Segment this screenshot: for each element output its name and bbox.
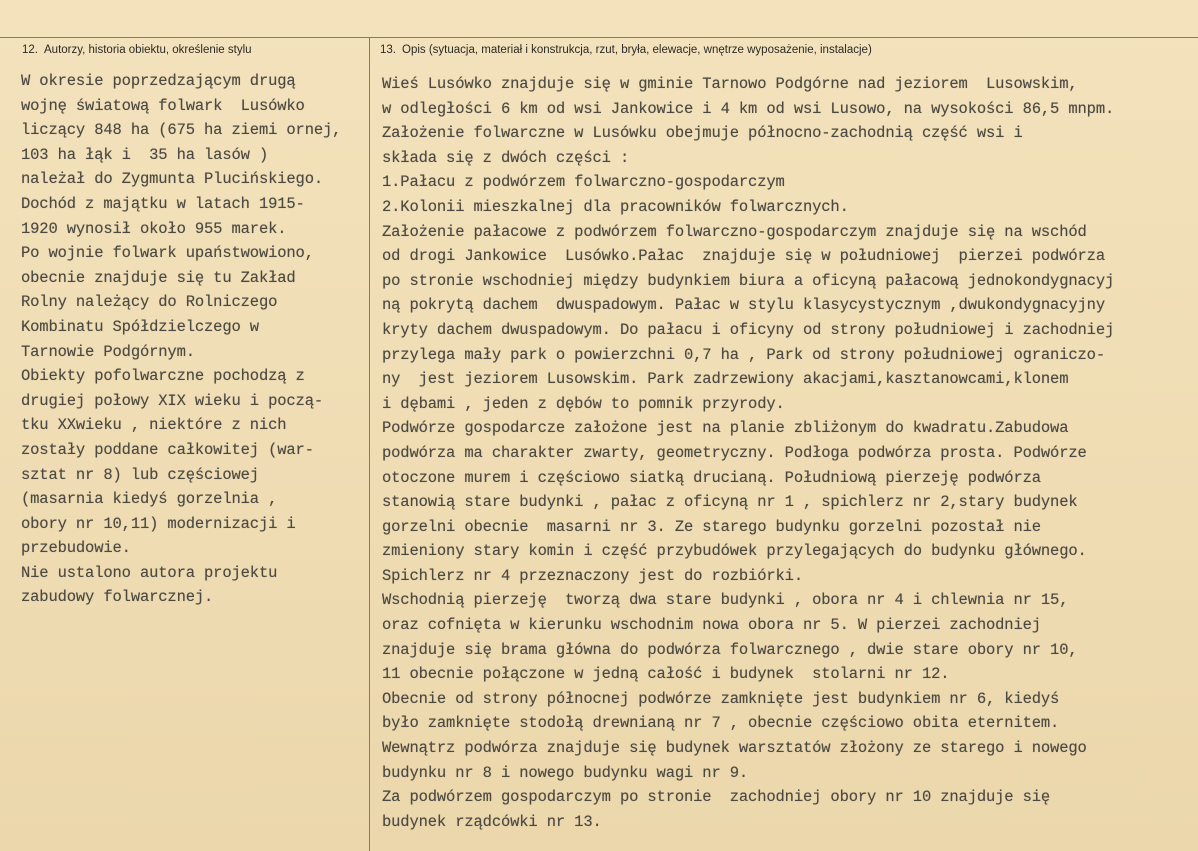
text-line: oraz cofnięta w kierunku wschodnim nowa obora nr 5. W pierzei zachodniej	[382, 616, 1041, 635]
history-text-block	[21, 69, 366, 610]
text-line: obecnie znajduje się tu Zakład	[21, 268, 296, 287]
text-line: zmieniony stary komin i część przybudówek przylegających do budynku głównego.	[382, 542, 1087, 561]
text-line: Założenie pałacowe z podwórzem folwarczno-gospodarczym znajduje się na wschód	[382, 222, 1087, 241]
text-line: po stronie wschodniej między budynkiem biura a oficyną pałacową jednokondygnacyj	[382, 271, 1115, 290]
text-line: otoczone murem i częściowo siatką drucianą. Południową pierzeję podwórza	[382, 468, 1041, 487]
text-line: Rolny należący do Rolniczego	[21, 293, 278, 312]
text-line: Spichlerz nr 4 przeznaczony jest do rozbiórki.	[382, 566, 803, 585]
text-line: W okresie poprzedzającym drugą	[21, 72, 296, 90]
left-header-number: 12.	[22, 44, 38, 56]
text-line: w odległości 6 km od wsi Jankowice i 4 km od wsi Lusowo, na wysokości 86,5 mnpm.	[382, 99, 1115, 118]
left-header-title: Autorzy, historia obiektu, określenie stylu	[44, 44, 252, 56]
right-column-header	[380, 44, 872, 56]
text-line: i dębami , jeden z dębów to pomnik przyrody.	[382, 394, 785, 413]
text-line: 1.Pałacu z podwórzem folwarczno-gospodarczym	[382, 173, 785, 192]
text-line: Podwórze gospodarcze założone jest na planie zbliżonym do kwadratu.Zabudowa	[382, 419, 1069, 438]
text-line: składa się z dwóch części :	[382, 148, 630, 167]
text-line: Obiekty pofolwarczne pochodzą z	[21, 367, 305, 386]
text-line: Tarnowie Podgórnym.	[21, 342, 195, 361]
top-rule	[0, 37, 1198, 38]
text-line: ny jest jeziorem Lusowskim. Park zadrzewiony akacjami,kasztanowcami,klonem	[382, 370, 1069, 389]
text-line: gorzelni obecnie masarni nr 3. Ze starego budynku gorzelni pozostał nie	[382, 517, 1041, 536]
right-header-title: Opis (sytuacja, materiał i konstrukcja, rzut, bryła, elewacje, wnętrze wyposażenie, instalacje)	[402, 44, 872, 56]
text-line: Po wojnie folwark upaństwowiono,	[21, 244, 314, 263]
text-line: 103 ha łąk i 35 ha lasów )	[21, 145, 269, 164]
text-line: 11 obecnie połączone w jedną całość i budynek stolarni nr 12.	[382, 665, 950, 684]
right-header-number: 13.	[380, 44, 396, 56]
text-line: 2.Kolonii mieszkalnej dla pracowników folwarcznych.	[382, 197, 849, 216]
text-line: budynek rządcówki nr 13.	[382, 812, 602, 831]
text-line: przylega mały park o powierzchni 0,7 ha , Park od strony południowej ograniczo-	[382, 345, 1105, 364]
text-line: było zamknięte stodołą drewnianą nr 7 , obecnie częściowo obita eternitem.	[382, 714, 1060, 733]
text-line: wojnę światową folwark Lusówko	[21, 96, 305, 115]
description-text-block	[382, 72, 1198, 834]
text-line: zostały poddane całkowitej (war-	[21, 440, 314, 459]
text-line: Za podwórzem gospodarczym po stronie zachodniej obory nr 10 znajduje się	[382, 788, 1051, 807]
text-line: Obecnie od strony północnej podwórze zamknięte jest budynkiem nr 6, kiedyś	[382, 689, 1060, 708]
text-line: liczący 848 ha (675 ha ziemi ornej,	[21, 121, 342, 140]
text-line: przebudowie.	[21, 539, 131, 558]
text-line: Założenie folwarczne w Lusówku obejmuje północno-zachodnią część wsi i	[382, 124, 1023, 143]
text-line: Wieś Lusówko znajduje się w gminie Tarnowo Podgórne nad jeziorem Lusowskim,	[382, 75, 1078, 93]
text-line: od drogi Jankowice Lusówko.Pałac znajduje się w południowej pierzei podwórza	[382, 247, 1105, 266]
text-line: drugiej połowy XIX wieku i począ-	[21, 391, 324, 410]
text-line: Nie ustalono autora projektu	[21, 563, 278, 582]
column-divider	[369, 37, 370, 851]
text-line: kryty dachem dwuspadowym. Do pałacu i oficyny od strony południowej i zachodniej	[382, 320, 1115, 339]
text-line: zabudowy folwarcznej.	[21, 588, 214, 607]
text-line: stanowią stare budynki , pałac z oficyną nr 1 , spichlerz nr 2,stary budynek	[382, 493, 1078, 512]
text-line: 1920 wynosił około 955 marek.	[21, 219, 287, 238]
text-line: Wschodnią pierzeję tworzą dwa stare budynki , obora nr 4 i chlewnia nr 15,	[382, 591, 1069, 610]
text-line: znajduje się brama główna do podwórza folwarcznego , dwie stare obory nr 10,	[382, 640, 1078, 659]
text-line: Dochód z majątku w latach 1915-	[21, 194, 305, 213]
text-line: obory nr 10,11) modernizacji i	[21, 514, 296, 533]
text-line: Kombinatu Spółdzielczego w	[21, 317, 259, 336]
text-line: Wewnątrz podwórza znajduje się budynek warsztatów złożony ze starego i nowego	[382, 739, 1087, 758]
text-line: tku XXwieku , niektóre z nich	[21, 416, 287, 435]
text-line: budynku nr 8 i nowego budynku wagi nr 9.	[382, 763, 749, 782]
text-line: ną pokrytą dachem dwuspadowym. Pałac w stylu klasycystycznym ,dwukondygnacyjny	[382, 296, 1105, 315]
left-column-header	[22, 44, 252, 56]
text-line: podwórza ma charakter zwarty, geometryczny. Podłoga podwórza prosta. Podwórze	[382, 443, 1087, 462]
text-line: (masarnia kiedyś gorzelnia ,	[21, 490, 278, 509]
text-line: sztat nr 8) lub częściowej	[21, 465, 259, 484]
text-line: należał do Zygmunta Plucińskiego.	[21, 170, 324, 189]
